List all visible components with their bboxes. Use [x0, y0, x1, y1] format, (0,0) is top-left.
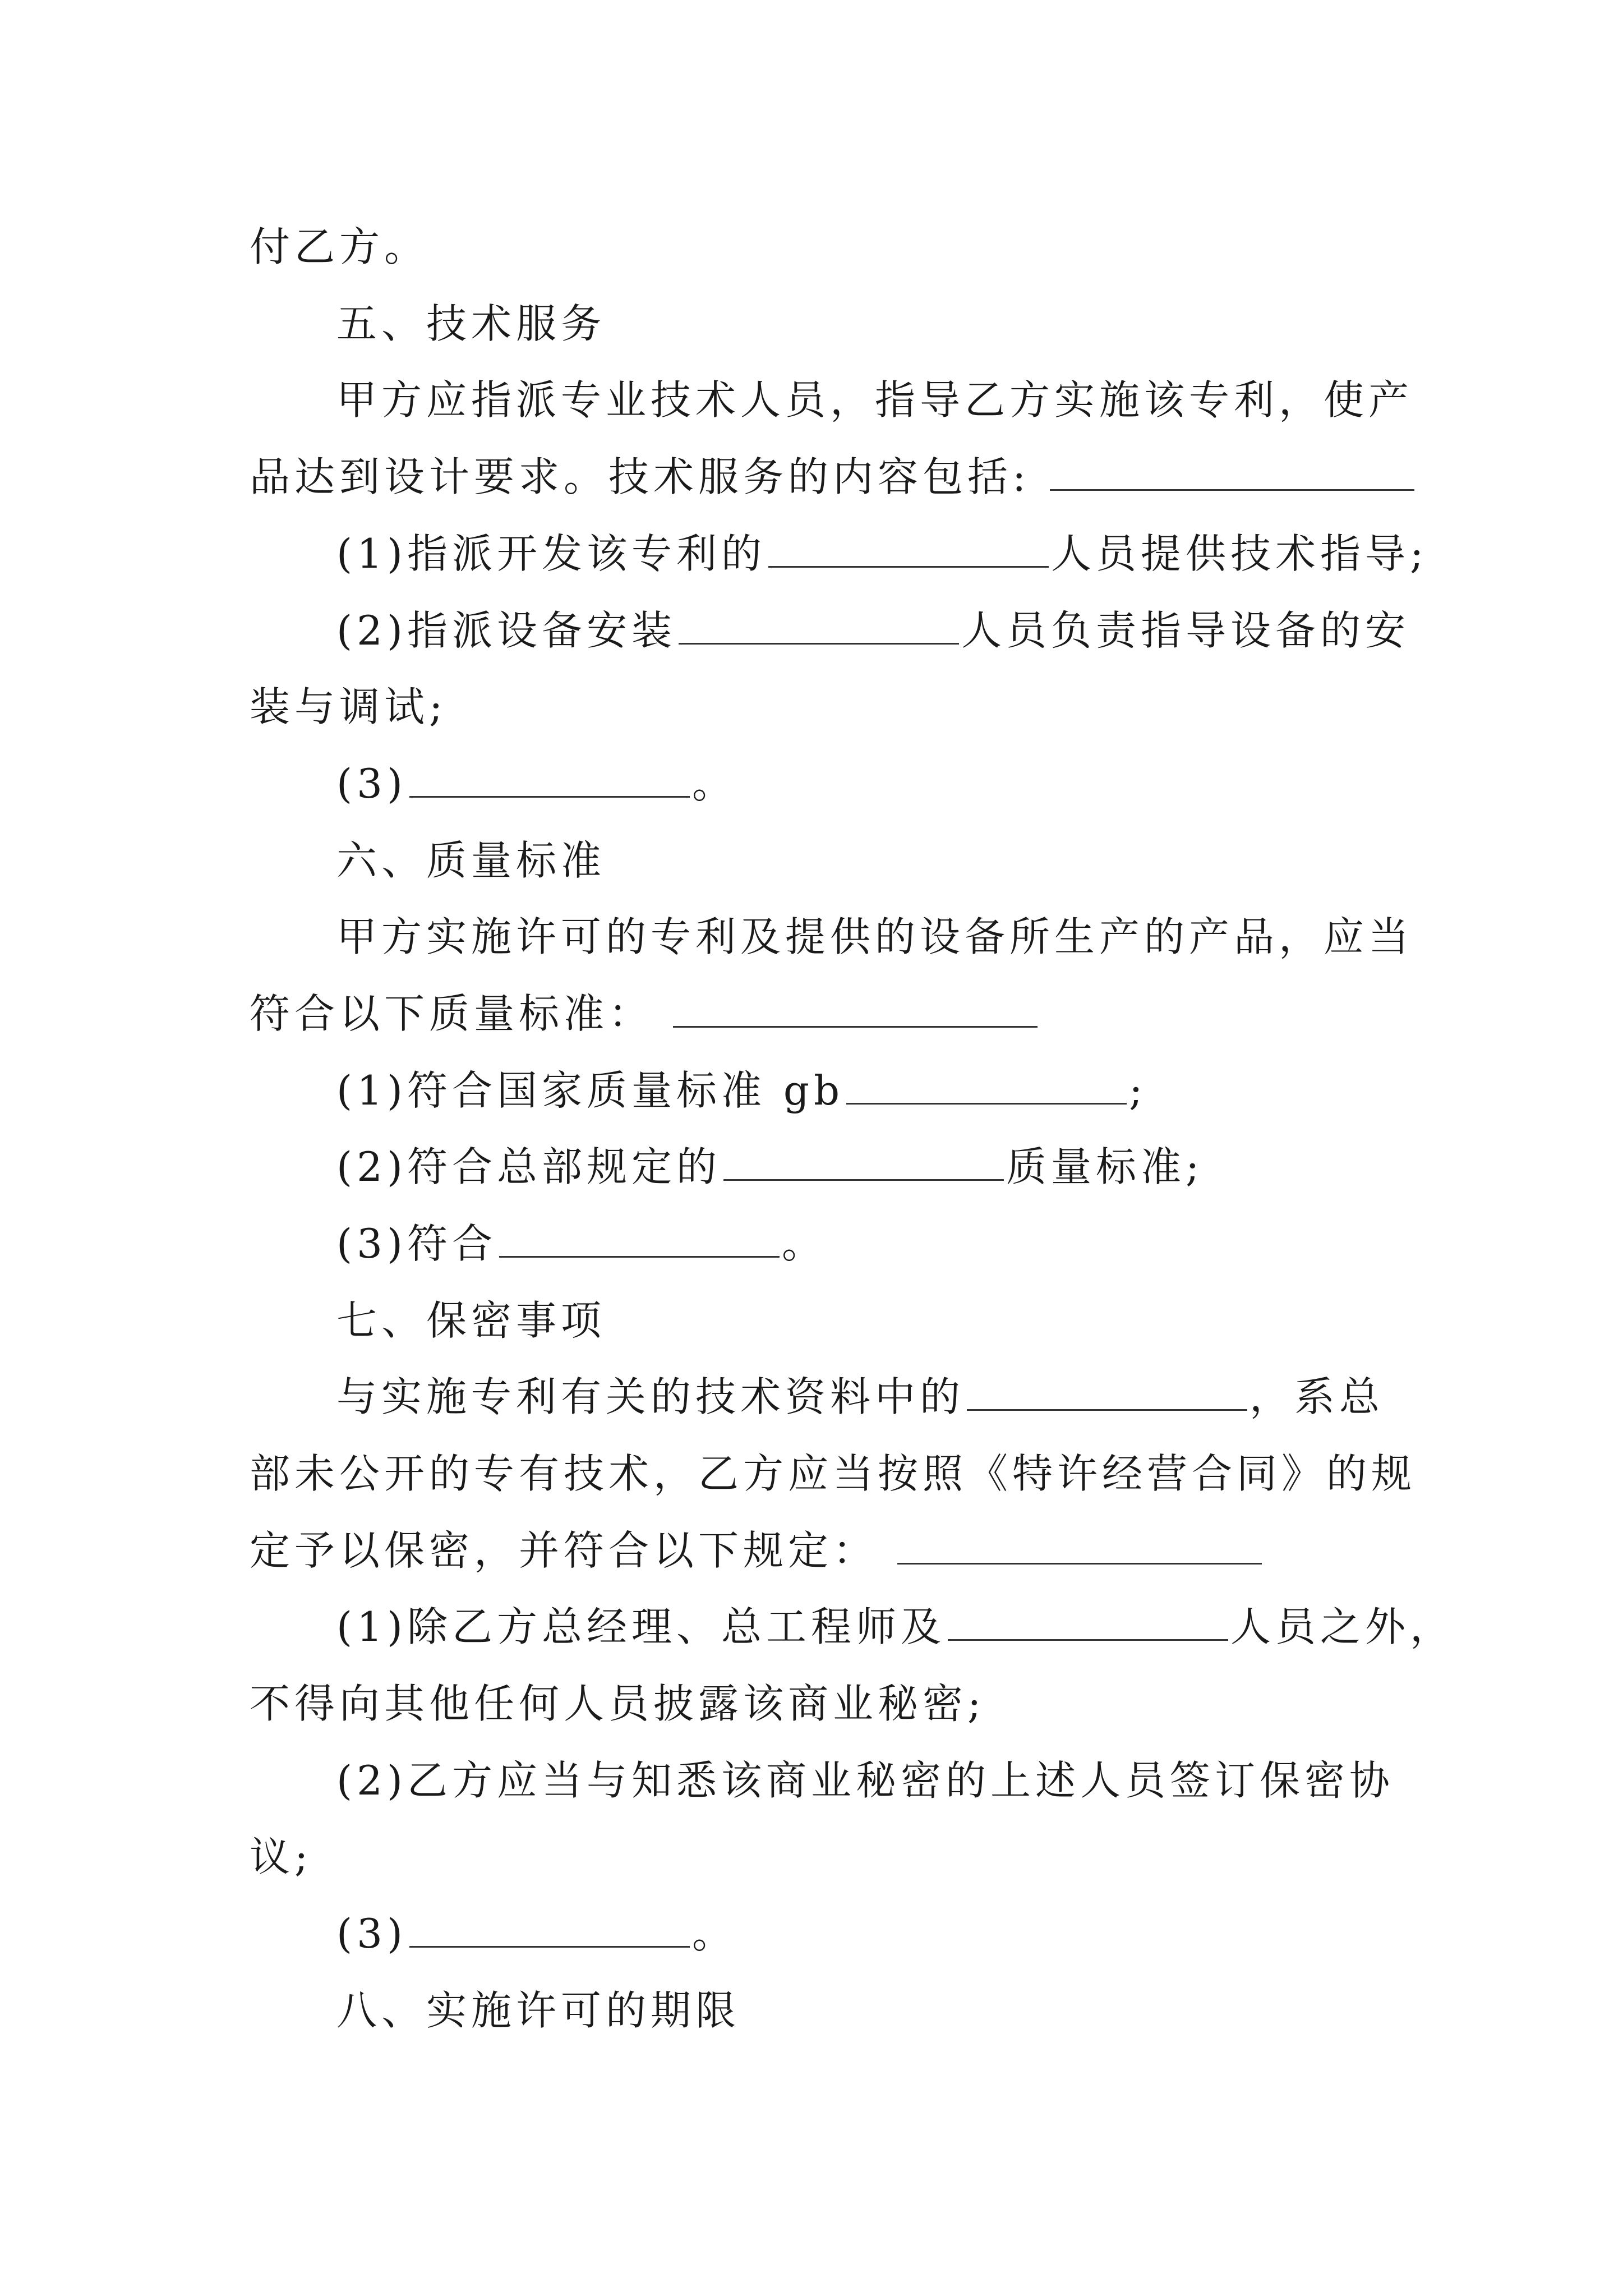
text: 八、实施许可的期限	[336, 1987, 741, 2034]
fill-blank[interactable]	[768, 532, 1049, 568]
fill-blank[interactable]	[499, 1222, 780, 1258]
text: 质量标准;	[1006, 1143, 1204, 1190]
text: (2)乙方应当与知悉该商业秘密的上述人员签订保密协	[336, 1757, 1394, 1804]
fill-blank[interactable]	[846, 1069, 1127, 1105]
text: 。	[692, 760, 737, 807]
fill-blank[interactable]	[679, 609, 959, 645]
text-line	[336, 1366, 1384, 1428]
text: 六、质量标准	[336, 837, 606, 884]
section-heading	[336, 830, 606, 891]
text: (3)	[336, 1910, 407, 1957]
text: 品达到设计要求。技术服务的内容包括:	[250, 453, 1031, 500]
text: 部未公开的专有技术，乙方应当按照《特许经营合同》的规	[250, 1450, 1417, 1497]
fill-blank[interactable]	[409, 1912, 690, 1948]
fill-blank[interactable]	[673, 992, 1038, 1028]
fill-blank[interactable]	[967, 1375, 1247, 1411]
text-line	[250, 676, 447, 738]
text-line	[336, 1136, 1204, 1198]
text-line	[336, 906, 1413, 968]
text: (3)	[336, 760, 407, 807]
text: (1)符合国家质量标准 gb	[336, 1067, 845, 1114]
text: ，系总	[1249, 1373, 1385, 1420]
text: 五、技术服务	[336, 300, 606, 347]
fill-blank[interactable]	[409, 762, 690, 798]
text-line	[336, 1596, 1455, 1658]
fill-blank[interactable]	[897, 1529, 1262, 1565]
section-heading	[336, 1980, 740, 2041]
text-line	[336, 1903, 737, 1964]
text: 甲方实施许可的专利及提供的设备所生产的产品，应当	[336, 913, 1414, 960]
text: 人员负责指导设备的安	[961, 607, 1410, 654]
text-line	[250, 983, 1040, 1045]
text: 议;	[250, 1833, 313, 1880]
text-line	[250, 446, 1417, 508]
text-line	[336, 369, 1413, 431]
text-line	[336, 1060, 1147, 1121]
text-line	[336, 1750, 1394, 1811]
text: 定予以保密，并符合以下规定：	[250, 1527, 878, 1574]
text: (1)指派开发该专利的	[336, 530, 766, 577]
text: 人员之外，	[1230, 1603, 1455, 1650]
section-heading	[336, 293, 606, 355]
text: 不得向其他任何人员披露该商业秘密;	[250, 1680, 986, 1727]
text-line	[336, 600, 1410, 661]
text-line	[336, 753, 737, 815]
text: 甲方应指派专业技术人员，指导乙方实施该专利，使产	[336, 376, 1414, 424]
text-line	[336, 1213, 827, 1274]
text-line	[250, 1826, 312, 1888]
text-line	[250, 1673, 985, 1734]
text: 与实施专利有关的技术资料中的	[336, 1373, 965, 1420]
text: 。	[692, 1910, 737, 1957]
text: (1)除乙方总经理、总工程师及	[336, 1603, 946, 1650]
text: (2)指派设备安装	[336, 607, 676, 654]
text: 。	[782, 1220, 827, 1267]
text: 七、保密事项	[336, 1297, 606, 1344]
text: 付乙方。	[250, 223, 430, 270]
text-line	[336, 523, 1428, 585]
text: 装与调试;	[250, 683, 448, 730]
section-heading	[336, 1290, 606, 1351]
text: ;	[1129, 1067, 1147, 1114]
fill-blank[interactable]	[948, 1605, 1228, 1641]
fill-blank[interactable]	[723, 1145, 1004, 1181]
text: (3)符合	[336, 1220, 497, 1267]
text-line	[250, 216, 429, 278]
text: 符合以下质量标准：	[250, 990, 654, 1037]
text: 人员提供技术指导;	[1051, 530, 1428, 577]
text: (2)符合总部规定的	[336, 1143, 721, 1190]
text-line	[250, 1520, 1264, 1581]
text-line	[250, 1443, 1416, 1504]
fill-blank[interactable]	[1050, 455, 1414, 491]
